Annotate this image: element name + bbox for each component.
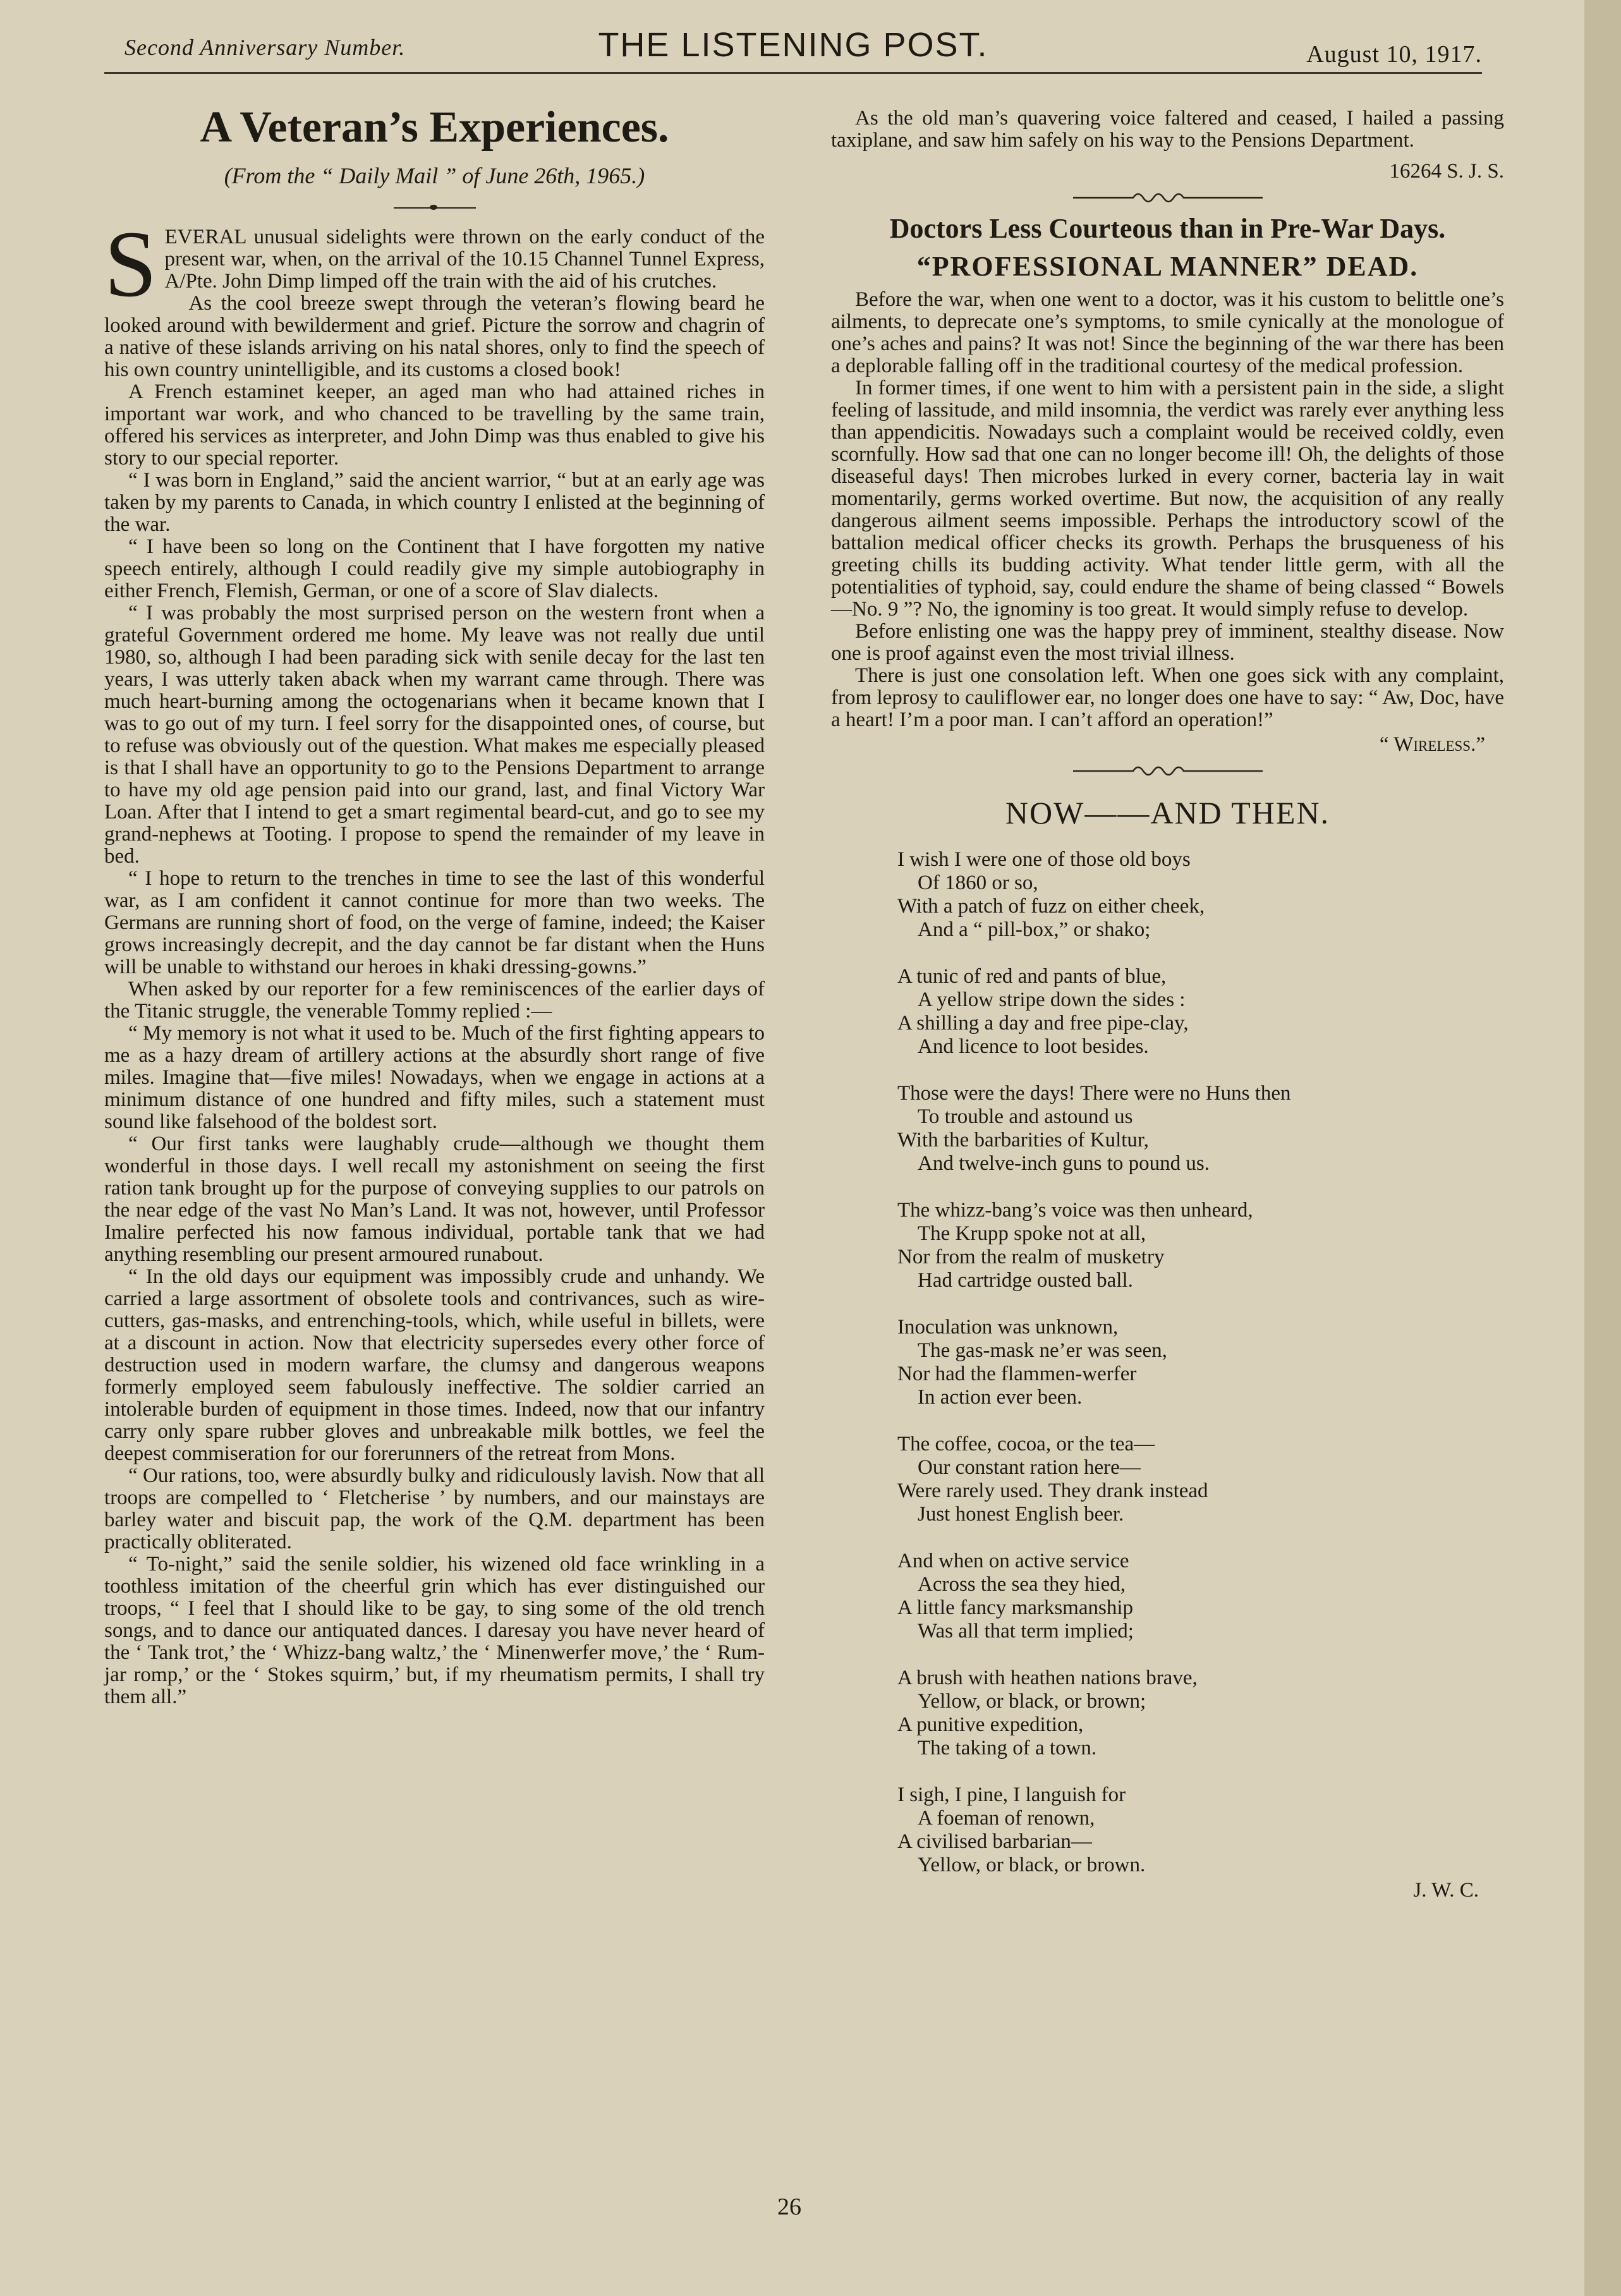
poem-line: Had cartridge ousted ball. [918, 1269, 1133, 1292]
masthead-title: THE LISTENING POST. [598, 26, 988, 64]
poem-line: Nor from the realm of musketry [897, 1246, 1165, 1268]
poem-line: A foeman of renown, [918, 1807, 1095, 1830]
poem-line: In action ever been. [918, 1386, 1083, 1409]
page-number: 26 [777, 2194, 801, 2220]
poem-stanza [897, 1550, 1504, 1643]
poem [897, 848, 1504, 1877]
title-divider [394, 207, 476, 209]
poem-stanza [897, 1082, 1504, 1175]
article2-paragraph: There is just one consolation left. When one goes sick with any complaint, from leprosy to cauliflower ear, no longer does one have to say: “ Aw, Doc, have a heart! I’m a poor man. I can’t afford an operation!” [831, 664, 1504, 731]
poem-line: A tunic of red and pants of blue, [897, 965, 1167, 988]
poem-line: A brush with heathen nations brave, [897, 1667, 1198, 1689]
poem-stanza [897, 1433, 1504, 1526]
poem-line: Inoculation was unknown, [897, 1316, 1119, 1339]
article1-paragraph: As the cool breeze swept through the veteran’s flowing beard he looked around with bewilderment and grief. Picture the sorrow and chagrin of a native of these islands arriving on his natal shores, only to find the speech of his own country unintelligible, and its customs a closed book! [104, 292, 765, 381]
poem-stanza [897, 1199, 1504, 1292]
poem-stanza [897, 1316, 1504, 1409]
article1-paragraph: “ To-night,” said the senile soldier, his wizened old face wrinkling in a toothless imitation of the cheerful grin which has ever distinguished our troops, “ I feel that I should like to be gay, to sing some of the old trench songs, and to dance our antiquated dances. I daresay you have never heard of the ‘ Tank trot,’ the ‘ Whizz-bang waltz,’ the ‘ Minenwerfer move,’ the ‘ Rum-jar romp,’ or the ‘ Stokes squirm,’ but, if my rheumatism permits, I shall try them all.” [104, 1553, 765, 1708]
poem-stanza [897, 848, 1504, 942]
poem-line: The coffee, cocoa, or the tea— [897, 1433, 1155, 1455]
poem-line: The gas-mask ne’er was seen, [918, 1339, 1167, 1362]
article1-paragraph: “ In the old days our equipment was impossibly crude and unhandy. We carried a large assortment of obsolete tools and contrivances, such as wire-cutters, gas-masks, and entrenching-tools, which, while useful in billets, were at a discount in action. Now that electricity supersedes every other force of destruction used in modern warfare, the clumsy and dangerous weapons formerly employed seem fabulously ineffective. The soldier carried an intolerable burden of equipment in those times. Indeed, now that our infantry carry only spare rubber gloves and unbreakable milk bottles, we feel the deepest commiseration for our forerunners of the retreat from Mons. [104, 1265, 765, 1465]
article1-continuation: As the old man’s quavering voice faltered and ceased, I hailed a passing taxiplane, and saw him safely on his way to the Pensions Department. [831, 107, 1504, 152]
article1-paragraph: “ Our rations, too, were absurdly bulky and ridiculously lavish. Now that all troops are compelled to ‘ Fletcherise ’ by numbers, and our mainstays are barley water and biscuit pap, the work of the Q.M. department has been practically obliterated. [104, 1464, 765, 1553]
article1-paragraph: “ I was born in England,” said the ancient warrior, “ but at an early age was taken by my parents to Canada, in which country I enlisted at the beginning of the war. [104, 469, 765, 536]
article1-paragraph: SEVERAL unusual sidelights were thrown on the early conduct of the present war, when, on the arrival of the 10.15 Channel Tunnel Express, A/Pte. John Dimp limped off the train with the aid of his crutches. [104, 212, 765, 317]
poem-line: The Krupp spoke not at all, [918, 1222, 1146, 1245]
poem-line: Were rarely used. They drank instead [897, 1479, 1208, 1502]
drop-cap: S [104, 212, 157, 317]
poem-line: A little fancy marksmanship [897, 1596, 1134, 1619]
page-header [104, 25, 1482, 76]
poem-line: Across the sea they hied, [918, 1573, 1126, 1596]
poem-line: The whizz-bang’s voice was then unheard, [897, 1199, 1253, 1222]
poem-line: Yellow, or black, or brown; [918, 1690, 1146, 1713]
poem-stanza [897, 1783, 1504, 1877]
article1-paragraph: When asked by our reporter for a few reminiscences of the earlier days of the Titanic struggle, the venerable Tommy replied :— [104, 978, 765, 1023]
article1-paragraph: “ I have been so long on the Continent that I have forgotten my native speech entirely, although I could readily give my simple autobiography in either French, Flemish, German, or one of a score of Slav dialects. [104, 535, 765, 602]
article2-paragraph: Before enlisting one was the happy prey of imminent, stealthy disease. Now one is proof against even the most trivial illness. [831, 620, 1504, 665]
poem-line: I sigh, I pine, I languish for [897, 1783, 1126, 1806]
poem-line: And when on active service [897, 1550, 1129, 1572]
article2-signature: “ Wireless.” [1379, 733, 1485, 756]
header-date: August 10, 1917. [1306, 41, 1482, 68]
poem-stanza [897, 1667, 1504, 1760]
left-column [104, 101, 765, 1708]
poem-line: Our constant ration here— [918, 1456, 1141, 1479]
divider-ornament [1073, 189, 1263, 204]
poem-line: A shilling a day and free pipe-clay, [897, 1012, 1189, 1035]
page-edge [1584, 0, 1621, 2296]
poem-line: A civilised barbarian— [897, 1830, 1092, 1853]
poem-line: A punitive expedition, [897, 1713, 1084, 1736]
poem-line: Those were the days! There were no Huns then [897, 1082, 1291, 1105]
right-column [831, 107, 1504, 1902]
article1-paragraph: A French estaminet keeper, an aged man who had attained riches in important war work, and who chanced to be travelling by the same train, offered his services as interpreter, and John Dimp was thus enabled to give his story to our special reporter. [104, 380, 765, 470]
header-issue: Second Anniversary Number. [124, 35, 406, 60]
poem-line: The taking of a town. [918, 1737, 1097, 1759]
poem-line: Nor had the flammen-werfer [897, 1363, 1137, 1385]
poem-line: And a “ pill-box,” or shako; [918, 918, 1151, 941]
poem-line: And licence to loot besides. [918, 1035, 1149, 1058]
header-rule [104, 72, 1482, 74]
article2-paragraph: Before the war, when one went to a doctor, was it his custom to belittle one’s ailments, to deprecate one’s symptoms, to smile cynically at the monologue of one’s aches and pains? It was not! Since the beginning of the war there has been a deplorable falling off in the traditional courtesy of the medical profession. [831, 288, 1504, 377]
article1-paragraph: “ My memory is not what it used to be. Much of the first fighting appears to me as a hazy dream of artillery actions at the absurdly short range of five miles. Imagine that—five miles! Nowadays, when we engage in actions at a minimum distance of one hundred and fifty miles, such a statement must sound like falsehood of the boldest sort. [104, 1022, 765, 1133]
poem-line: Was all that term implied; [918, 1620, 1134, 1643]
poem-title: NOW——AND THEN. [1005, 795, 1330, 830]
article2-paragraph: In former times, if one went to him with a persistent pain in the side, a slight feeling of lassitude, and mild insomnia, the verdict was rarely ever anything less than appendicitis. Nowadays such a complaint would be received coldly, even scornfully. How sad that one can no longer become ill! Oh, the delights of those diseaseful days! Then microbes lurked in every corner, bacteria lay in wait momentarily, germs worked overtime. But now, the acquisition of any really dangerous ailment seems impossible. Perhaps the introductory scowl of the battalion medical officer checks its growth. Perhaps the brusqueness of his greeting chills its budding activity. What tender little germ, with all the potentialities of typhoid, say, could endure the shame of being classed “ Bowels—No. 9 ”? No, the ignominy is too great. It would simply refuse to develop. [831, 377, 1504, 621]
poem-stanza [897, 965, 1504, 1059]
poem-line: And twelve-inch guns to pound us. [918, 1152, 1210, 1175]
poem-line: A yellow stripe down the sides : [918, 988, 1186, 1011]
poem-line: Yellow, or black, or brown. [918, 1854, 1146, 1876]
poem-line: With a patch of fuzz on either cheek, [897, 895, 1205, 918]
article2-title: Doctors Less Courteous than in Pre-War Days. [889, 213, 1446, 244]
article1-paragraph: “ I was probably the most surprised person on the western front when a grateful Government ordered me home. My leave was not really due until 1980, so, although I had been parading sick with senile decay for the last ten years, I was utterly taken aback when my warrant came through. There was much heart-burning among the octogenarians when it became known that I was to go out of my turn. I feel sorry for the disappointed ones, of course, but to refuse was obviously out of the question. What makes me especially pleased is that I shall have an opportunity to go to the Pensions Department to arrange to have my old age pension paid into our grand, last, and final Victory War Loan. After that I intend to get a smart regimental beard-cut, and go to see my grand-nephews at Tooting. I propose to spend the remainder of my leave in bed. [104, 602, 765, 868]
poem-line: To trouble and astound us [918, 1105, 1133, 1128]
article1-subtitle: (From the “ Daily Mail ” of June 26th, 1965.) [224, 163, 645, 188]
article2-subtitle: “PROFESSIONAL MANNER” DEAD. [916, 251, 1419, 282]
article1-signature: 16264 S. J. S. [1389, 160, 1504, 183]
poem-line: I wish I were one of those old boys [897, 848, 1191, 871]
poem-signature: J. W. C. [1413, 1879, 1479, 1902]
poem-line: Of 1860 or so, [918, 872, 1038, 894]
article1-title: A Veteran’s Experiences. [200, 103, 669, 152]
poem-line: With the barbarities of Kultur, [897, 1129, 1149, 1151]
article1-paragraph: “ Our first tanks were laughably crude—although we thought them wonderful in those days. I well recall my astonishment on seeing the first ration tank brought up for the purpose of conveying supplies to our patrols on the near edge of the vast No Man’s Land. It was not, however, until Professor Imalire perfected his now famous individual, portable tank that we had anything resembling our present armoured runabout. [104, 1133, 765, 1266]
divider-ornament [1073, 762, 1263, 777]
article1-paragraph: “ I hope to return to the trenches in time to see the last of this wonderful war, as I am confident it cannot continue for more than two weeks. The Germans are running short of food, on the verge of famine, indeed; the Kaiser grows increasingly decrepit, and the day cannot be far distant when the Huns will be unable to withstand our heroes in khaki dressing-gowns.” [104, 867, 765, 978]
poem-line: Just honest English beer. [918, 1503, 1124, 1526]
